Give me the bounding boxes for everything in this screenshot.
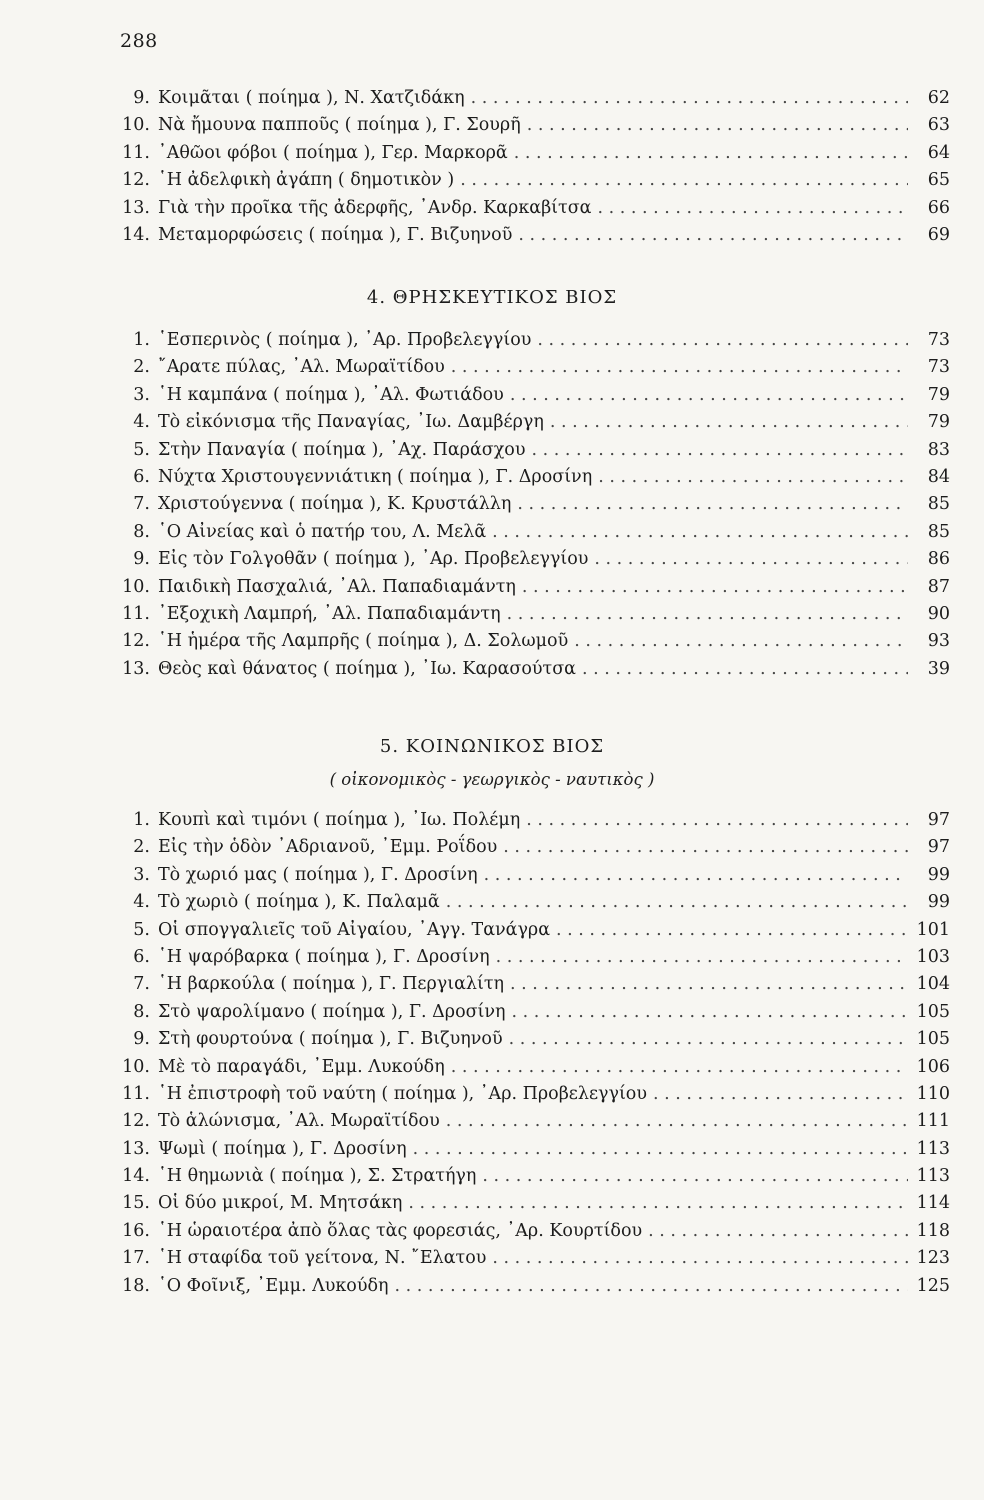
dot-leader — [520, 810, 908, 830]
entry-number: 8. — [133, 521, 150, 542]
toc-entry — [112, 385, 950, 412]
dot-leader — [506, 1002, 908, 1022]
entry-title: Παιδικὴ Πασχαλιά, ᾿Αλ. Παπαδιαμάντη — [158, 576, 516, 597]
entry-page: 66 — [927, 197, 950, 218]
toc-entry — [112, 631, 950, 658]
entry-title: Στὸ ψαρολίμανο ( ποίημα ), Γ. Δροσίνη — [158, 1001, 506, 1022]
toc-entry — [112, 947, 950, 974]
toc-entry — [112, 892, 950, 919]
entry-number: 6. — [133, 466, 150, 487]
entry-title: Τὸ χωριό μας ( ποίημα ), Γ. Δροσίνη — [158, 864, 478, 885]
entry-page: 63 — [927, 115, 950, 136]
entry-title: Μὲ τὸ παραγάδι, ᾿Εμμ. Λυκούδη — [158, 1056, 445, 1077]
toc-entry — [112, 1276, 950, 1303]
dot-leader — [497, 837, 908, 857]
toc-section-continued — [112, 88, 950, 252]
entry-page: 104 — [916, 974, 950, 995]
entry-number: 12. — [122, 170, 150, 191]
entry-number: 11. — [122, 142, 150, 163]
dot-leader — [440, 1111, 908, 1131]
toc-entry — [112, 225, 950, 252]
entry-number: 5. — [133, 919, 150, 940]
entry-page: 84 — [927, 466, 950, 487]
entry-page: 62 — [927, 88, 950, 108]
entry-page: 97 — [927, 837, 950, 858]
entry-page: 113 — [916, 1138, 950, 1159]
dot-leader — [592, 198, 909, 218]
entry-page: 64 — [927, 142, 950, 163]
entry-title: Νὰ ἤμουνα παπποῦς ( ποίημα ), Γ. Σουρῆ — [158, 115, 521, 136]
entry-page: 65 — [927, 170, 950, 191]
entry-number: 6. — [133, 946, 150, 967]
entry-number: 9. — [133, 549, 150, 570]
entry-number: 7. — [133, 494, 150, 515]
entry-number: 4. — [133, 412, 150, 433]
entry-page: 105 — [916, 1029, 950, 1050]
entry-title: ῾Η θημωνιὰ ( ποίημα ), Σ. Στρατήγη — [158, 1166, 477, 1187]
entry-number: 7. — [133, 974, 150, 995]
dot-leader — [512, 225, 908, 245]
entry-title: Εἰς τὴν ὁδὸν ᾿Αδριανοῦ, ᾿Εμμ. Ροΐδου — [158, 837, 498, 858]
dot-leader — [402, 1193, 908, 1213]
dot-leader — [511, 494, 908, 514]
dot-leader — [486, 1248, 908, 1268]
dot-leader — [521, 115, 908, 135]
toc-entry — [112, 522, 950, 549]
entry-title: Κοιμᾶται ( ποίημα ), Ν. Χατζιδάκη — [158, 88, 465, 108]
dot-leader — [501, 604, 908, 624]
toc-entry — [112, 1221, 950, 1248]
entry-page: 106 — [916, 1056, 950, 1077]
entry-title: ᾿Εξοχικὴ Λαμπρή, ᾿Αλ. Παπαδιαμάντη — [158, 603, 501, 624]
entry-page: 39 — [927, 658, 950, 679]
toc-entry — [112, 88, 950, 115]
entry-title: Τὸ ἁλώνισμα, ᾿Αλ. Μωραϊτίδου — [158, 1111, 440, 1132]
entry-number: 2. — [133, 837, 150, 858]
entry-number: 10. — [122, 576, 150, 597]
entry-page: 87 — [927, 576, 950, 597]
entry-page: 79 — [927, 412, 950, 433]
entry-number: 12. — [122, 631, 150, 652]
entry-title: Στὴ φουρτούνα ( ποίημα ), Γ. Βιζυηνοῦ — [158, 1029, 503, 1050]
dot-leader — [544, 412, 908, 432]
toc-entry — [112, 1248, 950, 1275]
entry-number: 11. — [122, 603, 150, 624]
dot-leader — [504, 974, 908, 994]
entry-number: 8. — [133, 1001, 150, 1022]
entry-title: ῾Η καμπάνα ( ποίημα ), ᾿Αλ. Φωτιάδου — [158, 384, 504, 405]
dot-leader — [550, 920, 908, 940]
dot-leader — [445, 357, 908, 377]
entry-page: 101 — [916, 919, 950, 940]
toc-entry — [112, 577, 950, 604]
entry-title: Οἱ σπογγαλιεῖς τοῦ Αἰγαίου, ᾿Αγγ. Τανάγρα — [158, 919, 551, 940]
dot-leader — [478, 865, 908, 885]
toc-entry — [112, 467, 950, 494]
entry-number: 14. — [122, 224, 150, 245]
entry-title: Εἰς τὸν Γολγοθᾶν ( ποίημα ), ᾿Αρ. Προβελεγγίου — [158, 549, 589, 570]
section-subheading: ( οἰκονομικὸς - γεωργικὸς - ναυτικὸς ) — [329, 770, 655, 789]
entry-number: 13. — [122, 197, 150, 218]
toc-entry — [112, 143, 950, 170]
entry-title: Τὸ χωριὸ ( ποίημα ), Κ. Παλαμᾶ — [158, 892, 440, 913]
entry-page: 103 — [916, 946, 950, 967]
toc-entry — [112, 115, 950, 142]
entry-page: 85 — [927, 521, 950, 542]
toc-entry — [112, 810, 950, 837]
entry-title: ῾Η ἡμέρα τῆς Λαμπρῆς ( ποίημα ), Δ. Σολωμοῦ — [158, 631, 569, 652]
entry-number: 9. — [133, 1029, 150, 1050]
toc-entry — [112, 659, 950, 686]
toc-entry — [112, 1193, 950, 1220]
entry-page: 125 — [916, 1275, 950, 1296]
entry-title: Τὸ εἰκόνισμα τῆς Παναγίας, ᾿Ιω. Δαμβέργη — [158, 412, 544, 433]
entry-title: ῾Ο Αἰνείας καὶ ὁ πατήρ του, Λ. Μελᾶ — [158, 521, 487, 542]
dot-leader — [525, 440, 908, 460]
toc-entry — [112, 604, 950, 631]
toc-entry — [112, 412, 950, 439]
dot-leader — [503, 1029, 908, 1049]
page-number: 288 — [120, 30, 158, 52]
entry-number: 10. — [122, 115, 150, 136]
entry-title: ῾Η βαρκούλα ( ποίημα ), Γ. Περγιαλίτη — [158, 974, 505, 995]
entry-title: ῾Η ὡραιοτέρα ἀπὸ ὅλας τὰς φορεσιάς, ᾿Αρ. Κουρτίδου — [158, 1220, 643, 1241]
dot-leader — [465, 88, 908, 108]
entry-title: ῾Η σταφίδα τοῦ γείτονα, Ν. ῎Ελατου — [158, 1248, 487, 1269]
entry-number: 11. — [122, 1083, 150, 1104]
toc-entry — [112, 1139, 950, 1166]
section-heading: 5. ΚΟΙΝΩΝΙΚΟΣ ΒΙΟΣ — [379, 736, 605, 757]
entry-title: Χριστούγεννα ( ποίημα ), Κ. Κρυστάλλη — [158, 494, 512, 515]
entry-page: 97 — [927, 810, 950, 830]
entry-title: Γιὰ τὴν προῖκα τῆς ἀδερφῆς, ᾿Ανδρ. Καρκαβίτσα — [158, 197, 592, 218]
toc-entry — [112, 974, 950, 1001]
entry-number: 13. — [122, 658, 150, 679]
dot-leader — [531, 330, 908, 350]
entry-title: ᾿Αθῶοι φόβοι ( ποίημα ), Γερ. Μαρκορᾶ — [158, 142, 508, 163]
entry-page: 85 — [927, 494, 950, 515]
entry-title: Στὴν Παναγία ( ποίημα ), ᾿Αχ. Παράσχου — [158, 439, 526, 460]
entry-page: 86 — [927, 549, 950, 570]
dot-leader — [588, 549, 908, 569]
dot-leader — [504, 385, 908, 405]
entry-page: 99 — [927, 892, 950, 913]
dot-leader — [454, 170, 908, 190]
entry-number: 3. — [133, 384, 150, 405]
dot-leader — [568, 631, 908, 651]
toc-entry — [112, 170, 950, 197]
entry-number: 17. — [122, 1248, 150, 1269]
entry-page: 69 — [927, 224, 950, 245]
entry-number: 9. — [133, 88, 150, 108]
toc-entry — [112, 865, 950, 892]
toc-entry — [112, 1002, 950, 1029]
entry-number: 18. — [122, 1275, 150, 1296]
entry-number: 14. — [122, 1166, 150, 1187]
entry-number: 2. — [133, 357, 150, 378]
toc-entry — [112, 920, 950, 947]
entry-title: Κουπὶ καὶ τιμόνι ( ποίημα ), ᾿Ιω. Πολέμη — [158, 810, 521, 830]
entry-page: 110 — [916, 1083, 950, 1104]
entry-title: ῾Η ἀδελφικὴ ἀγάπη ( δημοτικὸν ) — [158, 170, 455, 191]
toc-entry — [112, 198, 950, 225]
dot-leader — [486, 522, 908, 542]
entry-page: 93 — [927, 631, 950, 652]
dot-leader — [490, 947, 908, 967]
dot-leader — [516, 577, 908, 597]
entry-number: 13. — [122, 1138, 150, 1159]
dot-leader — [508, 143, 908, 163]
entry-page: 73 — [927, 357, 950, 378]
toc-entry — [112, 1029, 950, 1056]
dot-leader — [647, 1084, 908, 1104]
entry-page: 111 — [916, 1111, 950, 1132]
toc-entry — [112, 440, 950, 467]
dot-leader — [445, 1057, 908, 1077]
toc-entry — [112, 1057, 950, 1084]
dot-leader — [476, 1166, 908, 1186]
entry-number: 3. — [133, 864, 150, 885]
toc-entry — [112, 837, 950, 864]
entry-number: 10. — [122, 1056, 150, 1077]
entry-number: 4. — [133, 892, 150, 913]
entry-title: Θεὸς καὶ θάνατος ( ποίημα ), ᾿Ιω. Καρασούτσα — [158, 658, 576, 679]
entry-title: Μεταμορφώσεις ( ποίημα ), Γ. Βιζυηνοῦ — [158, 224, 513, 245]
entry-page: 114 — [916, 1193, 950, 1214]
entry-page: 118 — [916, 1220, 950, 1241]
dot-leader — [440, 892, 908, 912]
entry-page: 83 — [927, 439, 950, 460]
entry-title: Οἱ δύο μικροί, Μ. Μητσάκη — [158, 1193, 403, 1214]
entry-page: 79 — [927, 384, 950, 405]
entry-title: Ψωμὶ ( ποίημα ), Γ. Δροσίνη — [158, 1138, 407, 1159]
toc-entry — [112, 1111, 950, 1138]
toc-section-social — [112, 810, 950, 1303]
entry-number: 12. — [122, 1111, 150, 1132]
entry-title: ῾Εσπερινὸς ( ποίημα ), ᾿Αρ. Προβελεγγίου — [158, 330, 532, 350]
entry-title: ῾Η ἐπιστροφὴ τοῦ ναύτη ( ποίημα ), ᾿Αρ. Προβελεγγίου — [158, 1083, 647, 1104]
toc-entry — [112, 1084, 950, 1111]
toc-section-religious — [112, 330, 950, 686]
section-heading: 4. ΘΡΗΣΚΕΥΤΙΚΟΣ ΒΙΟΣ — [366, 287, 618, 308]
entry-number: 5. — [133, 439, 150, 460]
dot-leader — [576, 659, 908, 679]
entry-number: 1. — [133, 810, 150, 830]
entry-number: 15. — [122, 1193, 150, 1214]
entry-title: ῎Αρατε πύλας, ᾿Αλ. Μωραϊτίδου — [158, 357, 445, 378]
entry-title: ῾Ο Φοῖνιξ, ᾿Εμμ. Λυκούδη — [158, 1275, 389, 1296]
entry-page: 73 — [927, 330, 950, 350]
entry-page: 123 — [916, 1248, 950, 1269]
entry-number: 16. — [122, 1220, 150, 1241]
dot-leader — [642, 1221, 908, 1241]
toc-entry — [112, 357, 950, 384]
toc-entry — [112, 494, 950, 521]
dot-leader — [407, 1139, 908, 1159]
toc-entry — [112, 1166, 950, 1193]
entry-page: 113 — [916, 1166, 950, 1187]
toc-entry — [112, 549, 950, 576]
entry-page: 99 — [927, 864, 950, 885]
entry-page: 105 — [916, 1001, 950, 1022]
entry-title: ῾Η ψαρόβαρκα ( ποίημα ), Γ. Δροσίνη — [158, 946, 490, 967]
entry-number: 1. — [133, 330, 150, 350]
toc-entry — [112, 330, 950, 357]
dot-leader — [592, 467, 908, 487]
entry-page: 90 — [927, 603, 950, 624]
entry-title: Νύχτα Χριστουγεννιάτικη ( ποίημα ), Γ. Δροσίνη — [158, 466, 593, 487]
dot-leader — [388, 1276, 908, 1296]
